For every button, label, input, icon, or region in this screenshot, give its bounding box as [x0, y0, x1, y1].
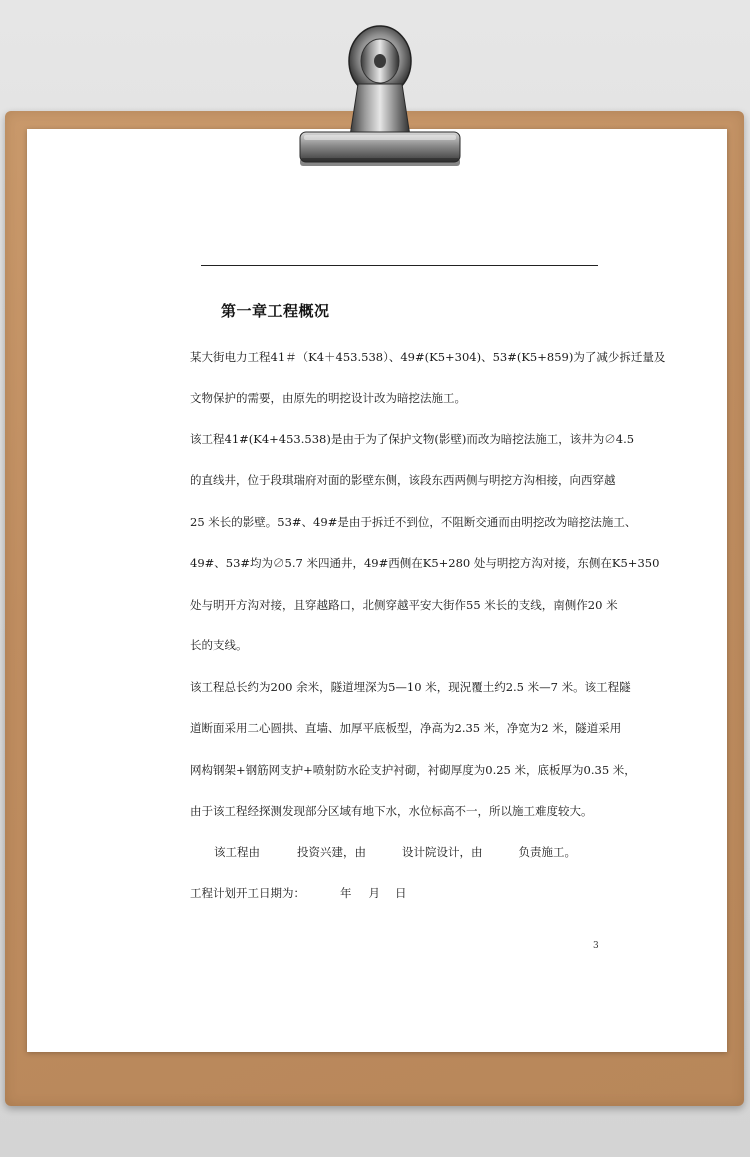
paragraph-2-line-3: 25 米长的影壁。53#、49#是由于拆迁不到位，不阻断交通而由明挖改为暗挖法施工、: [190, 515, 637, 529]
chapter-heading: 第一章工程概况: [221, 302, 330, 320]
paragraph-3-line-4: 由于该工程经探测发现部分区域有地下水，水位标高不一，所以施工难度较大。: [190, 804, 593, 818]
paragraph-3-line-1: 该工程总长约为200 余米，隧道埋深为5—10 米，现況覆土约2.5 米—7 米。该工程隧: [190, 680, 631, 694]
paragraph-2-line-6: 长的支线。: [190, 638, 248, 652]
binder-clip-icon: [296, 24, 464, 170]
paragraph-2-line-5: 处与明开方沟对接，且穿越路口，北侧穿越平安大街作55 米长的支线，南侧作20 米: [190, 598, 618, 612]
paragraph-2-line-1: 该工程41#(K4+453.538)是由于为了保护文物(影壁)而改为暗挖法施工，该井为∅4.5: [190, 432, 635, 446]
paragraph-2-line-2: 的直线井，位于段琪瑞府对面的影壁东侧，该段东西两侧与明挖方沟相接，向西穿越: [190, 473, 616, 487]
start-date-label: 工程计划开工日期为：: [190, 886, 305, 900]
header-rule: [201, 265, 598, 266]
signature-part-3: 设计院设计，由: [402, 845, 483, 859]
paragraph-3-line-2: 道断面采用二心圆拱、直墙、加厚平底板型，净高为2.35 米，净宽为2 米，隧道采用: [190, 721, 622, 735]
start-date-day: 日: [395, 886, 407, 900]
start-date-month: 月: [368, 886, 380, 900]
page-number: 3: [593, 941, 599, 951]
start-date-line: [190, 885, 407, 901]
signature-part-4: 负责施工。: [518, 845, 576, 859]
paragraph-3-line-3: 网构钢架+钢筋网支护+喷射防水砼支护衬砌，衬砌厚度为0.25 米，底板厚为0.35 米，: [190, 763, 636, 777]
signature-line: [214, 844, 576, 860]
signature-part-2: 投资兴建，由: [297, 845, 366, 859]
paragraph-1-line-1: 某大街电力工程41＃（K4＋453.538）、49#(K5+304)、53#(K5+859)为了减少拆迁量及: [190, 350, 666, 364]
start-date-year: 年: [340, 886, 352, 900]
signature-part-1: 该工程由: [214, 845, 260, 859]
paragraph-1-line-2: 文物保护的需要，由原先的明挖设计改为暗挖法施工。: [190, 391, 466, 405]
paragraph-2-line-4: 49#、53#均为∅5.7 米四通井，49#西侧在K5+280 处与明挖方沟对接，东侧在K5+350: [190, 556, 660, 570]
document-page: [27, 129, 727, 1052]
